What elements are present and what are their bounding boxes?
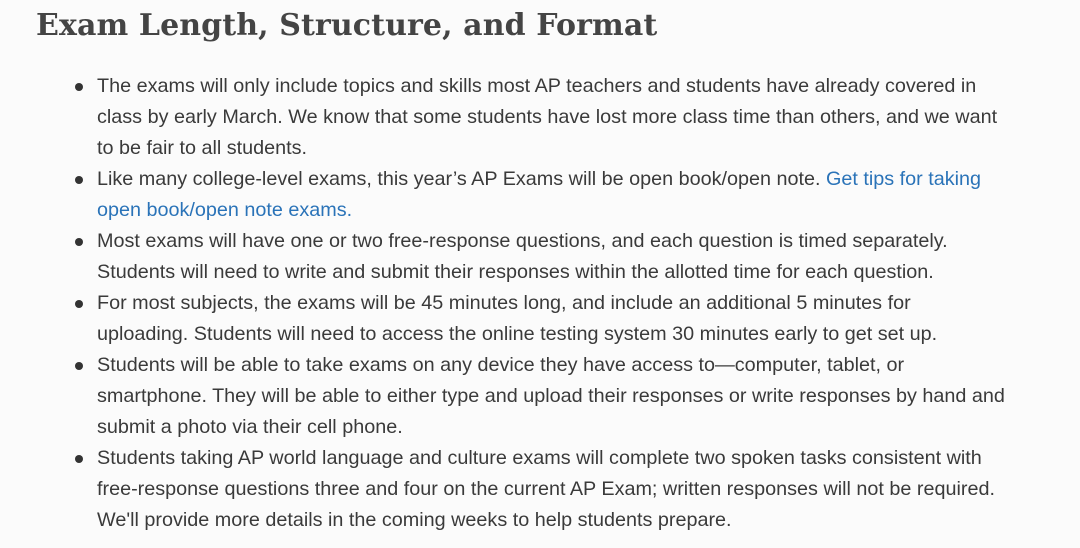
tips-link[interactable]: Get tips for taking open book/open note exams. [97,168,982,221]
section-heading: Exam Length, Structure, and Format [36,8,658,43]
list-item-text: For most subjects, the exams will be 45 minutes long, and include an additional 5 minutes for uploading. Students will need to access the online testing system 30 minutes early to get set up. [97,292,938,345]
list-item [0,71,1007,164]
list-item-text: Students will be able to take exams on any device they have access to—computer, tablet, or smartphone. They will be able to either type and upload their responses or write responses by hand and submit a photo via their cell phone. [97,354,1005,438]
bullet-list [0,71,1080,536]
list-item-text: Like many college-level exams, this year’s AP Exams will be open book/open note. [97,168,827,190]
bullet-dot-icon [75,362,83,370]
bullet-dot-icon [75,238,83,246]
list-item-text: Students taking AP world language and culture exams will complete two spoken tasks consistent with free-response questions three and four on the current AP Exam; written responses will not be required. We'll provide more details in the coming weeks to help students prepare. [97,447,995,531]
bullet-dot-icon [75,176,83,184]
bullet-dot-icon [75,83,83,91]
bullet-dot-icon [75,300,83,308]
list-item [0,164,1007,226]
list-item [0,226,1007,288]
list-item [0,288,1007,350]
list-item [0,443,1007,536]
list-item [0,350,1007,443]
list-item-text: The exams will only include topics and skills most AP teachers and students have already covered in class by early March. We know that some students have lost more class time than others, and we want to be fair to all students. [97,75,998,159]
list-item-text: Most exams will have one or two free-response questions, and each question is timed separately. Students will need to write and submit their responses within the allotted time for each question. [97,230,948,283]
bullet-dot-icon [75,455,83,463]
